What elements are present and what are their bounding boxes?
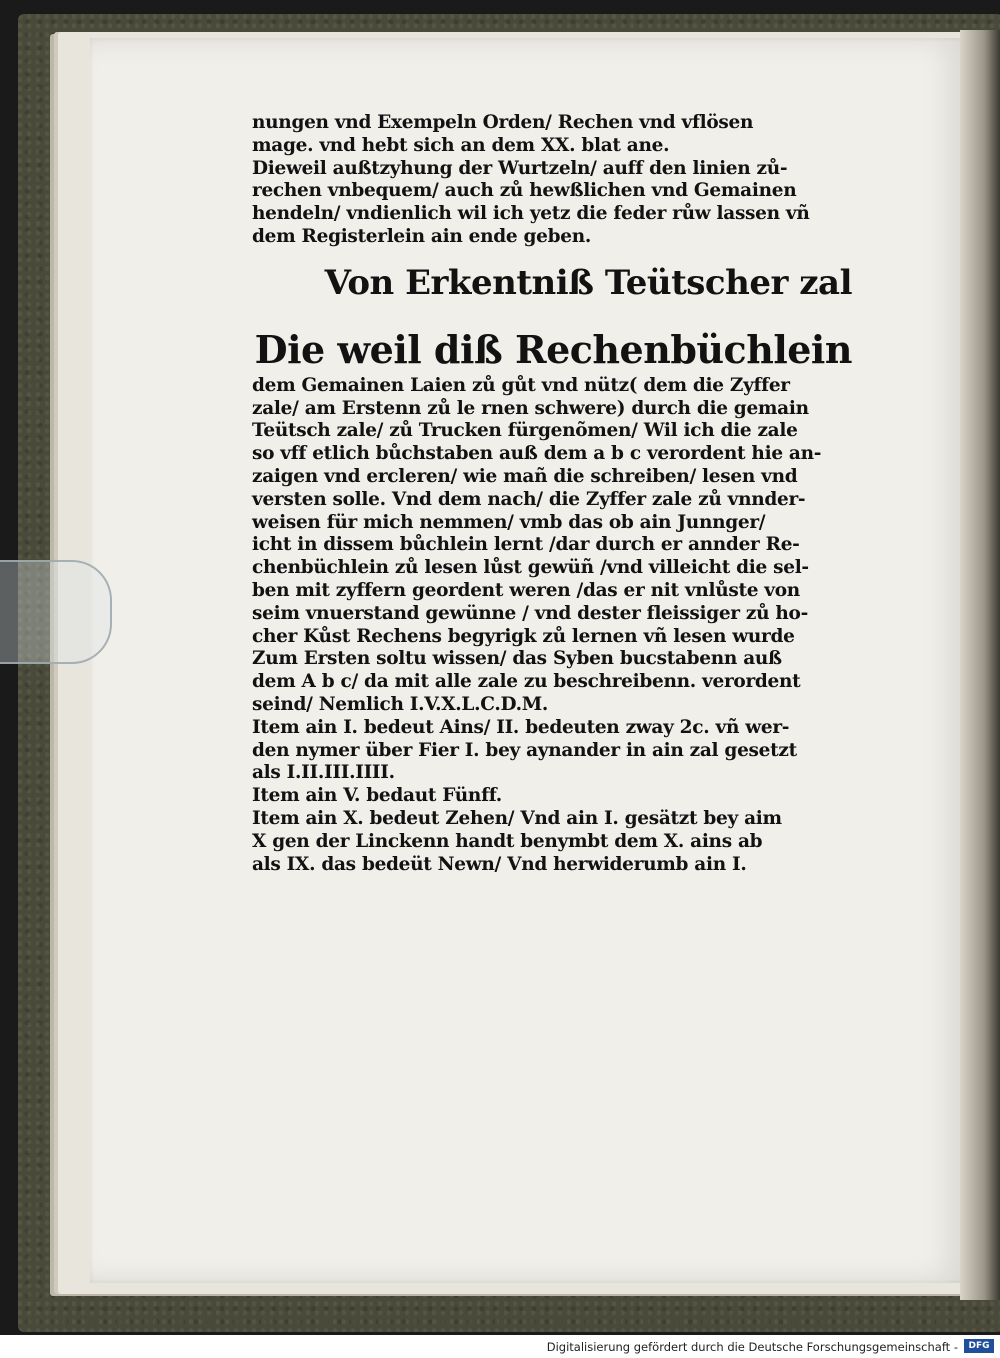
body-line: Item ain V. bedaut Fünff. bbox=[252, 785, 502, 807]
section-subheading: Die weil diß Rechenbüchlein bbox=[254, 326, 852, 372]
body-line: zale/ am Erstenn zů le rnen schwere) durch die gemain bbox=[252, 397, 809, 419]
footer-bar bbox=[0, 1335, 1000, 1358]
body-line: chenbüchlein zů lesen lůst gewüñ /vnd villeicht die sel- bbox=[252, 557, 809, 579]
intro-line: dem Registerlein ain ende geben. bbox=[252, 225, 592, 247]
body-line: ben mit zyffern geordent weren /das er nit vnlůste von bbox=[252, 579, 800, 601]
body-line: dem Gemainen Laien zů gůt vnd nütz( dem die Zyffer bbox=[252, 374, 790, 396]
body-line: Zum Ersten soltu wissen/ das Syben bucstabenn auß bbox=[252, 648, 782, 670]
body-line: seim vnuerstand gewünne / vnd dester fleissiger zů ho- bbox=[252, 602, 808, 624]
body-line: Item ain I. bedeut Ains/ II. bedeuten zway 2c. vñ wer- bbox=[252, 716, 790, 738]
body-line: den nymer über Fier I. bey aynander in ain zal gesetzt bbox=[252, 739, 797, 761]
section-heading: Von Erkentniß Teütscher zal bbox=[324, 262, 852, 303]
intro-line: Dieweil außtzyhung der Wurtzeln/ auff den linien zů- bbox=[252, 157, 788, 179]
body-line: als I.II.III.IIII. bbox=[252, 762, 395, 784]
body-line: als IX. das bedeüt Newn/ Vnd herwiderumb ain I. bbox=[252, 853, 747, 875]
body-line: Teütsch zale/ zů Trucken fürgenõmen/ Wil ich die zale bbox=[252, 420, 798, 442]
page-clip bbox=[0, 560, 112, 664]
intro-line: rechen vnbequem/ auch zů hewßlichen vnd Gemainen bbox=[252, 180, 797, 202]
page-text bbox=[252, 112, 852, 876]
body-line: icht in dissem bůchlein lernt /dar durch er annder Re- bbox=[252, 534, 800, 556]
book-gutter bbox=[960, 30, 1000, 1300]
body-line: Item ain X. bedeut Zehen/ Vnd ain I. gesätzt bey aim bbox=[252, 807, 782, 829]
dfg-logo-icon: DFG bbox=[964, 1339, 994, 1353]
body-line: versten solle. Vnd dem nach/ die Zyffer zale zů vnnder- bbox=[252, 488, 806, 510]
body-line: zaigen vnd ercleren/ wie mañ die schreiben/ lesen vnd bbox=[252, 465, 798, 487]
intro-line: nungen vnd Exempeln Orden/ Rechen vnd vflösen bbox=[252, 112, 754, 133]
body-line: so vff etlich bůchstaben auß dem a b c verordent hie an- bbox=[252, 443, 822, 465]
body-line: weisen für mich nemmen/ vmb das ob ain Junnger/ bbox=[252, 511, 766, 533]
funding-credit: Digitalisierung gefördert durch die Deutsche Forschungsgemeinschaft - bbox=[546, 1340, 958, 1354]
intro-line: hendeln/ vndienlich wil ich yetz die feder růw lassen vñ bbox=[252, 203, 810, 225]
intro-line: mage. vnd hebt sich an dem XX. blat ane. bbox=[252, 134, 670, 156]
body-line: seind/ Nemlich I.V.X.L.C.D.M. bbox=[252, 693, 549, 715]
body-line: dem A b c/ da mit alle zale zu beschreibenn. verordent bbox=[252, 671, 801, 693]
body-line: cher Kůst Rechens begyrigk zů lernen vñ lesen wurde bbox=[252, 625, 795, 647]
body-line: X gen der Linckenn handt benymbt dem X. ains ab bbox=[252, 830, 763, 852]
